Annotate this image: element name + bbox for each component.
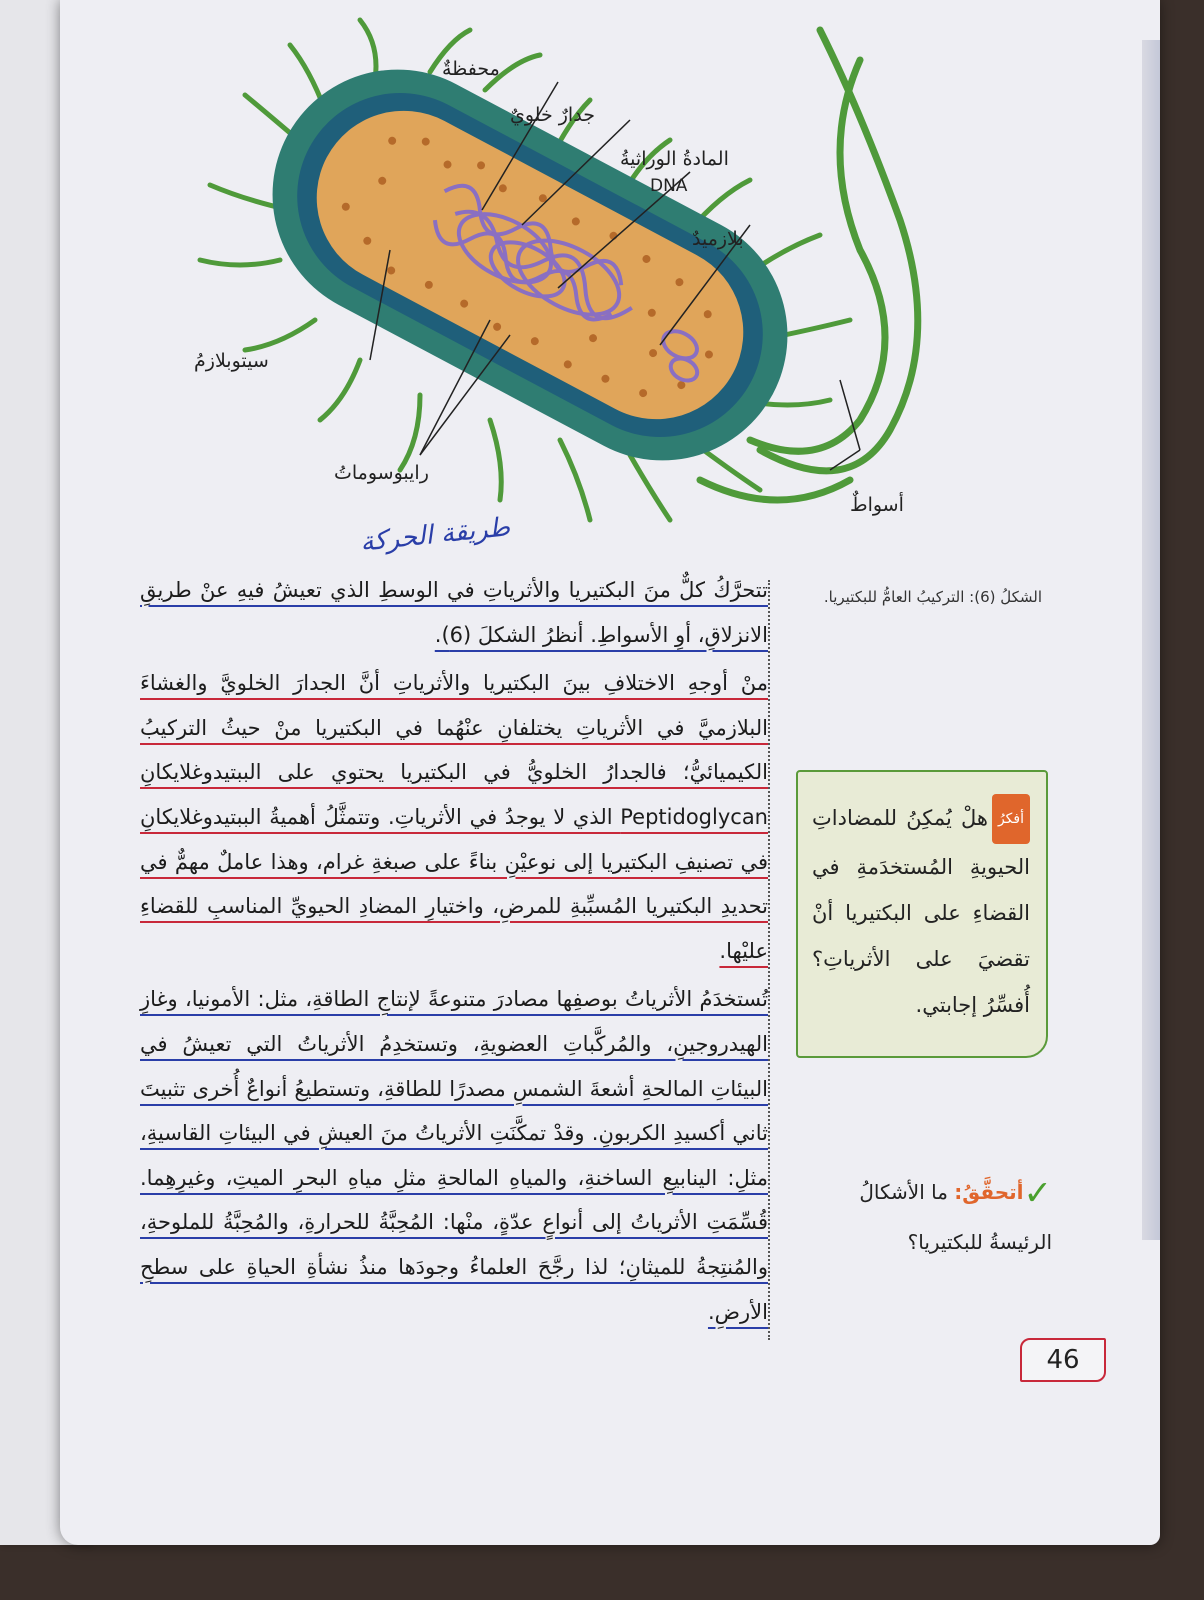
label-flagella: أسواطٌ [850,494,904,516]
paragraph-differences-text: منْ أوجهِ الاختلافِ بينَ البكتيريا والأثرياتِ أنَّ الجدارَ الخلويَّ والغشاءَ البلازميَّ في الأثرياتِ يختلفانِ عنْهُما في البكتيريا منْ حيثُ التركيبُ الكيميائيُّ؛ فالجدارُ الخلويُّ في البكتيريا يحتوي على الببتيدوغلايكانِ Peptidoglycan الذي لا يوجدُ في الأثرياتِ. وتتمثَّلُ أهميةُ الببتيدوغلايكانِ في تصنيفِ البكتيريا إلى نوعيْنِ بناءً على صبغةِ غرام، وهذا عاملٌ مهمٌّ في تحديدِ البكتيريا المُسبِّبةِ للمرضِ، واختيارِ المضادِ الحيويِّ المناسبِ للقضاءِ عليْها. [140,671,768,963]
check-label: أتحقَّقُ: [954,1180,1024,1204]
label-cytoplasm: سيتوبلازمُ [194,350,269,372]
paragraph-archaea-energy [140,977,768,1334]
label-cell-wall: جدارٌ خلويٌ [510,104,595,126]
label-capsule: محفظةٌ [442,58,500,80]
paragraph-differences [140,661,768,973]
label-ribosomes: رايبوسوماتُ [334,462,429,484]
paragraph-movement-text: تتحرَّكُ كلٌّ منَ البكتيريا والأثرياتِ في الوسطِ الذي تعيشُ فيهِ عنْ طريقِ الانزلاقِ، أوِ الأسواطِ. أنظرُ الشكلَ (6). [140,578,768,647]
label-plasmid: بلازميدٌ [692,228,744,250]
checkmark-icon: ✓ [1023,1173,1052,1214]
bacteria-diagram [60,0,1160,560]
column-divider [768,580,770,1340]
label-genetic-material: المادةُ الوراثيةُ [620,148,729,170]
label-dna: DNA [650,176,688,196]
page-number: 46 [1020,1338,1106,1382]
check-question [802,1168,1052,1266]
paragraph-movement [140,568,768,657]
textbook-page [60,0,1160,1545]
think-tag: أفكرُ [992,794,1030,844]
think-box-content [812,794,1030,1028]
handwritten-note: طريقة الحركة [358,512,512,558]
figure-caption: الشكلُ (6): التركيبُ العامُّ للبكتيريا. [823,588,1042,606]
check-text: ما الأشكالُ الرئيسةُ للبكتيريا؟ [859,1180,1052,1254]
think-question: هلْ يُمكِنُ للمضاداتِ الحيويةِ المُستخدَمةِ في القضاءِ على البكتيريا أنْ تقضيَ على الأثرياتِ؟ أُفسِّرُ إجابتي. [812,806,1030,1017]
paragraph-archaea-energy-text: تُستخدَمُ الأثرياتُ بوصفِها مصادرَ متنوعةً لإنتاجِ الطاقةِ، مثل: الأمونيا، وغازِ الهيدروجينِ، والمُركَّباتِ العضويةِ، وتستخدِمُ الأثرياتُ التي تعيشُ في البيئاتِ المالحةِ أشعةَ الشمسِ مصدرًا للطاقةِ، وتستطيعُ أنواعٌ أُخرى تثبيتَ ثاني أكسيدِ الكربونِ. وقدْ تمكَّنَتِ الأثرياتُ منَ العيشِ في البيئاتِ القاسيةِ، مثلِ: الينابيعِ الساخنةِ، والمياهِ المالحةِ مثلِ مياهِ البحرِ الميتِ، وغيرِهِما. قُسِّمَتِ الأثرياتُ إلى أنواعٍ عدّةٍ، منْها: المُحِبَّةُ للحرارةِ، والمُحِبَّةُ للملوحةِ، والمُنتِجةُ للميثانِ؛ لذا رجَّحَ العلماءُ وجودَها منذُ نشأةِ الحياةِ على سطحِ الأرضِ. [140,987,768,1324]
think-box [796,770,1048,1058]
main-text [140,568,768,1338]
